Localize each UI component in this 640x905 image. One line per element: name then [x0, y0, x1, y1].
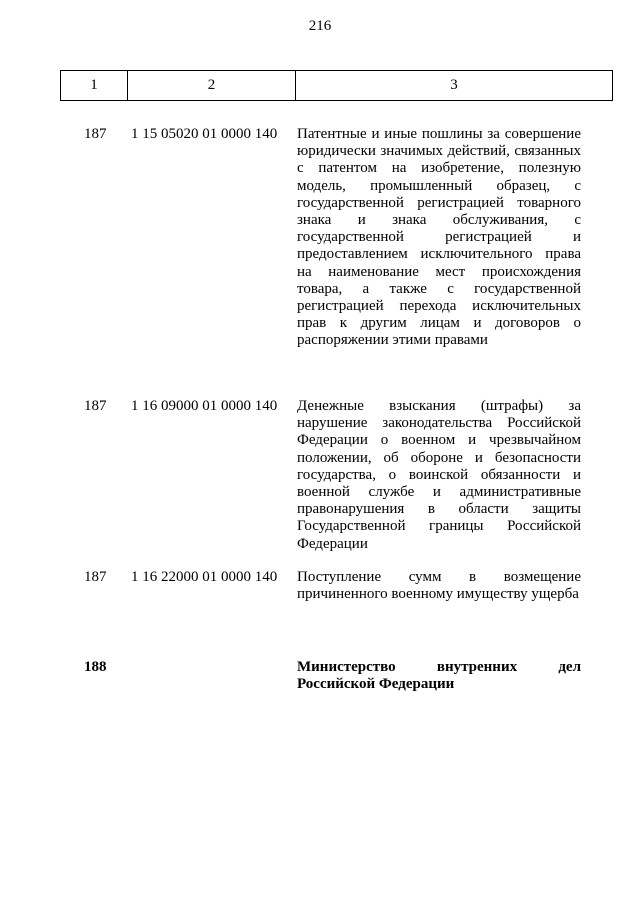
row-admin-code: 187 — [84, 569, 107, 585]
row-income-code: 1 15 05020 01 0000 140 — [131, 126, 278, 142]
row-description: Денежные взыскания (штрафы) за нарушение законодательства Российской Федерации о военном и чрезвычайном положении, об обороне и безопасности государства, о воинской обязанности и военной службе и административные правонарушения в области защиты Государственной границы Российской Федерации — [297, 398, 581, 552]
ministry-name: Министерство внутренних дел Российской Федерации — [297, 659, 581, 693]
row-income-code: 1 16 09000 01 0000 140 — [131, 398, 278, 414]
page-number: 216 — [308, 18, 332, 34]
header-col-1: 1 — [61, 71, 128, 101]
ministry-admin-code: 188 — [84, 659, 107, 675]
header-row — [61, 71, 613, 101]
row-description: Поступление сумм в возмещение причиненного военному имуществу ущерба — [297, 569, 581, 603]
header-col-2: 2 — [128, 71, 296, 101]
header-col-3: 3 — [296, 71, 613, 101]
row-admin-code: 187 — [84, 126, 107, 142]
row-description: Патентные и иные пошлины за совершение юридически значимых действий, связанных с патентом на изобретение, полезную модель, промышленный образец, с государственной регистрацией товарного знака и знака обслуживания, с государственной регистрацией и предоставлением исключительного права на наименование мест происхождения товара, а также с государственной регистрацией перехода исключительных прав к другим лицам и договоров о распоряжении этими правами — [297, 126, 581, 349]
row-admin-code: 187 — [84, 398, 107, 414]
column-header-table — [60, 70, 613, 101]
row-income-code: 1 16 22000 01 0000 140 — [131, 569, 278, 585]
